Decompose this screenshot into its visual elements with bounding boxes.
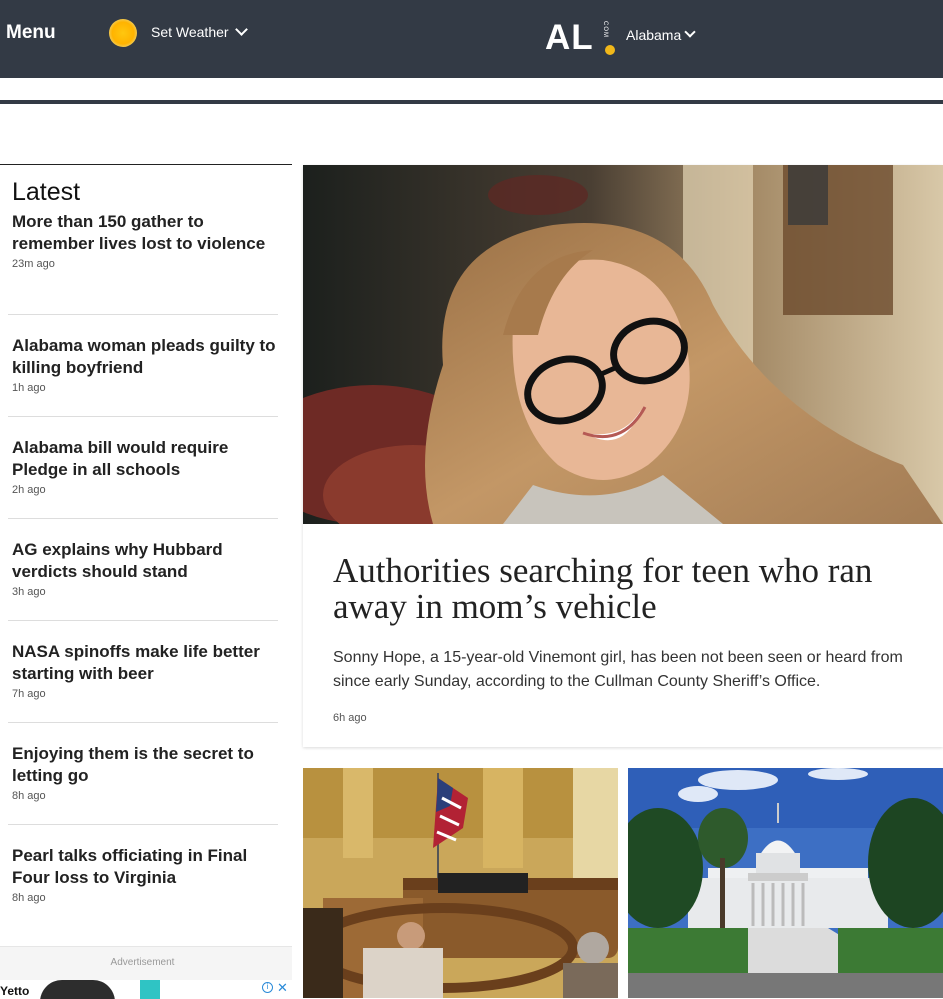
divider (8, 518, 278, 519)
ad-person-image (40, 980, 115, 999)
legislature-chamber-photo (303, 768, 618, 998)
story-headline[interactable]: NASA spinoffs make life better starting with beer (12, 642, 260, 683)
list-item[interactable] (8, 211, 278, 270)
alabama-capitol-photo (628, 768, 943, 998)
story-timestamp: 1h ago (12, 382, 46, 394)
list-item[interactable] (8, 641, 278, 700)
ad-info-icon[interactable]: i (262, 982, 273, 993)
story-timestamp: 8h ago (12, 790, 46, 802)
latest-heading: Latest (12, 178, 81, 206)
story-timestamp: 8h ago (12, 892, 46, 904)
sun-weather-icon[interactable] (109, 19, 137, 47)
region-dropdown[interactable] (626, 27, 694, 43)
chevron-down-icon (685, 26, 696, 37)
region-label: Alabama (626, 27, 682, 43)
divider (8, 620, 278, 621)
story-timestamp: 3h ago (12, 586, 46, 598)
list-item[interactable] (8, 539, 278, 598)
ad-close-icon[interactable]: ✕ (277, 980, 288, 995)
chevron-down-icon (235, 23, 248, 36)
divider (8, 824, 278, 825)
story-card-legislature[interactable] (303, 768, 618, 998)
teen-portrait-photo (303, 165, 943, 524)
featured-story-card[interactable] (303, 165, 943, 747)
advertisement-label: Advertisement (110, 957, 175, 968)
featured-story-photo[interactable] (303, 165, 943, 524)
list-item[interactable] (8, 335, 278, 394)
featured-story-summary: Sonny Hope, a 15-year-old Vinemont girl, has been not been seen or heard from since early Sunday, according to the Cullman County Sheriff’s Office. (333, 649, 903, 690)
list-item[interactable] (8, 437, 278, 496)
top-navigation-bar (0, 0, 943, 78)
list-item[interactable] (8, 743, 278, 802)
story-headline[interactable]: Alabama woman pleads guilty to killing boyfriend (12, 336, 276, 377)
story-headline[interactable]: Alabama bill would require Pledge in all schools (12, 438, 229, 479)
logo-text: AL (545, 18, 594, 57)
advertisement[interactable] (0, 946, 292, 998)
logo-com-text: COM (602, 21, 608, 38)
list-item[interactable] (8, 845, 278, 904)
story-headline[interactable]: Pearl talks officiating in Final Four loss to Virginia (12, 846, 248, 887)
story-timestamp: 23m ago (12, 258, 55, 270)
story-timestamp: 2h ago (12, 484, 46, 496)
logo-dot-icon (605, 45, 615, 55)
divider (8, 722, 278, 723)
ad-brand-text: Yetto (0, 984, 30, 998)
set-weather-dropdown[interactable] (151, 24, 246, 40)
story-card-capitol[interactable] (628, 768, 943, 998)
advertisement-image[interactable] (0, 980, 292, 999)
menu-button[interactable]: Menu (6, 22, 56, 43)
story-headline[interactable]: More than 150 gather to remember lives lost to violence (12, 212, 266, 253)
set-weather-label: Set Weather (151, 24, 229, 40)
story-headline[interactable]: Enjoying them is the secret to letting go (12, 744, 254, 785)
story-headline[interactable]: AG explains why Hubbard verdicts should stand (12, 540, 223, 581)
divider (8, 416, 278, 417)
ad-graphic (140, 980, 160, 999)
story-timestamp: 7h ago (12, 688, 46, 700)
featured-story-headline[interactable]: Authorities searching for teen who ran away in mom’s vehicle (333, 551, 873, 626)
latest-sidebar (0, 164, 292, 946)
featured-story-timestamp: 6h ago (333, 712, 367, 724)
header-divider (0, 100, 943, 104)
divider (8, 314, 278, 315)
